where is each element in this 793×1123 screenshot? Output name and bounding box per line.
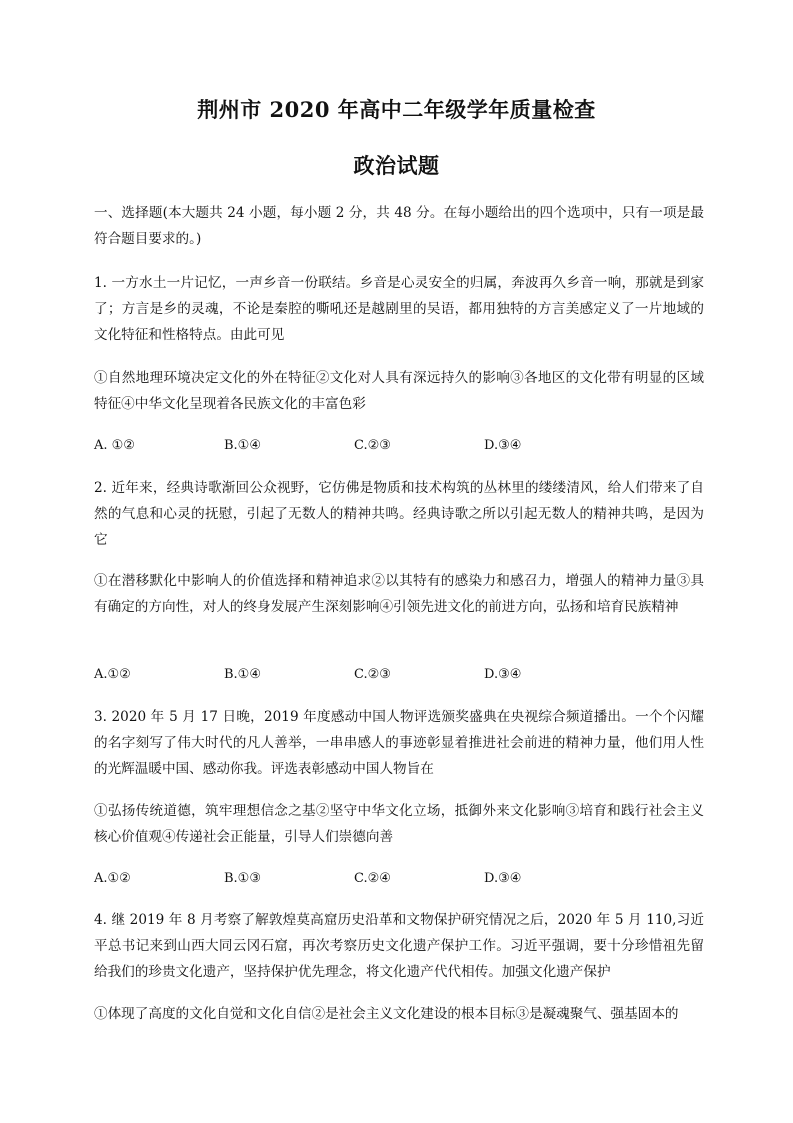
question-2-option-b: B.①④	[224, 667, 261, 682]
question-2-option-d: D.③④	[484, 667, 522, 682]
question-1-options	[94, 433, 704, 459]
question-2-options	[94, 662, 704, 688]
question-4-statements: ①体现了高度的文化自觉和文化自信②是社会主义文化建设的根本目标③是凝魂聚气、强基固本的	[94, 1006, 679, 1022]
question-3-options	[94, 866, 704, 892]
question-2-option-a: A.①②	[94, 667, 131, 682]
question-1-statements: ①自然地理环境决定文化的外在特征②文化对人具有深远持久的影响③各地区的文化带有明显的区域特征④中华文化呈现着各民族文化的丰富色彩	[94, 370, 704, 412]
question-1-stem: 1. 一方水土一片记忆，一声乡音一份联结。乡音是心灵安全的归属，奔波再久乡音一响，那就是到家了；方言是乡的灵魂，不论是秦腔的嘶吼还是越剧里的吴语，都用独特的方言美感定义了一片地域的文化特征和性格特点。由此可见	[94, 275, 704, 343]
question-4-stem: 4. 继 2019 年 8 月考察了解敦煌莫高窟历史沿革和文物保护研究情况之后，2020 年 5 月 110,习近平总书记来到山西大同云冈石窟，再次考察历史文化遗产保护工作。习近平强调，要十分珍惜祖先留给我们的珍贵文化遗产，坚持保护优先理念，将文化遗产代代相传。加强文化遗产保护	[94, 912, 704, 980]
question-1-option-b: B.①④	[224, 438, 261, 453]
question-3-statements: ①弘扬传统道德，筑牢理想信念之基②坚守中华文化立场，抵御外来文化影响③培育和践行社会主义核心价值观④传递社会正能量，引导人们崇德向善	[94, 803, 704, 845]
question-3-option-d: D.③④	[484, 871, 522, 886]
question-2-stem: 2. 近年来，经典诗歌渐回公众视野，它仿佛是物质和技术构筑的丛林里的缕缕清风，给人们带来了自然的气息和心灵的抚慰，引起了无数人的精神共鸣。经典诗歌之所以引起无数人的精神共鸣，是因为它	[94, 480, 704, 548]
question-3-stem: 3. 2020 年 5 月 17 日晚，2019 年度感动中国人物评选颁奖盛典在央视综合频道播出。一个个闪耀的名字刻写了伟大时代的凡人善举，一串串感人的事迹彰显着推进社会前进的精神力量，他们用人性的光辉温暖中国、感动你我。评选表彰感动中国人物旨在	[94, 709, 704, 777]
exam-title: 荆州市 2020 年高中二年级学年质量检查	[197, 97, 596, 122]
question-2-statements: ①在潜移默化中影响人的价值选择和精神追求②以其特有的感染力和感召力，增强人的精神力量③具有确定的方向性，对人的终身发展产生深刻影响④引领先进文化的前进方向，弘扬和培育民族精神	[94, 573, 704, 615]
question-1-option-d: D.③④	[484, 438, 522, 453]
question-3-option-a: A.①②	[94, 871, 131, 886]
question-1-option-a: A. ①②	[94, 438, 135, 453]
question-1-option-c: C.②③	[354, 438, 391, 453]
section-instructions: 一、选择题(本大题共 24 小题，每小题 2 分，共 48 分。在每小题给出的四个选项中，只有一项是最符合题目要求的。)	[94, 205, 704, 247]
question-3-option-c: C.②④	[354, 871, 391, 886]
question-2-option-c: C.②③	[354, 667, 391, 682]
exam-subject-title: 政治试题	[353, 153, 440, 178]
question-3-option-b: B.①③	[224, 871, 261, 886]
